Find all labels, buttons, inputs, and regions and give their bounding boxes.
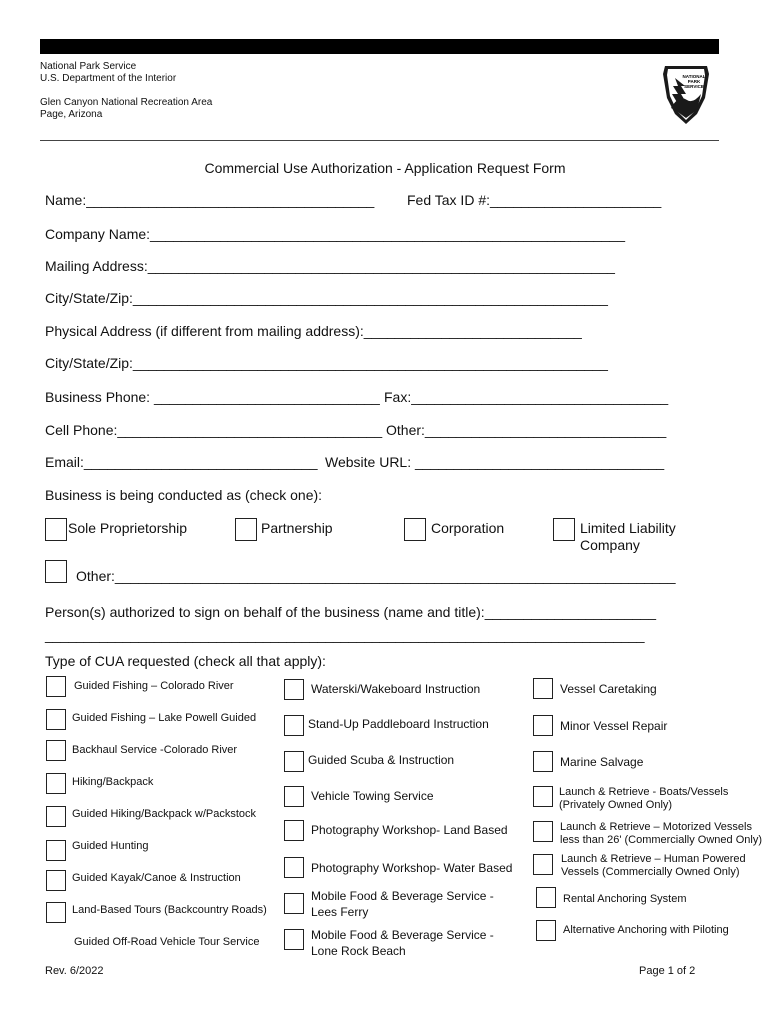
- cua-checkbox-hunting[interactable]: [46, 840, 66, 861]
- cua-checkbox-food-lees-ferry[interactable]: [284, 893, 304, 914]
- cua-label-food-lone-rock-2: Lone Rock Beach: [311, 944, 406, 958]
- llc-checkbox[interactable]: [553, 518, 575, 541]
- cua-checkbox-guided-fishing-lake-powell[interactable]: [46, 709, 66, 730]
- name-field[interactable]: Name:_____________________________________: [45, 192, 375, 208]
- cell-phone-field[interactable]: Cell Phone:__________________________________: [45, 422, 383, 438]
- cua-label-waterski: Waterski/Wakeboard Instruction: [311, 682, 481, 696]
- business-type-heading: Business is being conducted as (check one):: [45, 487, 323, 503]
- cua-checkbox-waterski[interactable]: [284, 679, 304, 700]
- cua-label-backhaul: Backhaul Service -Colorado River: [72, 744, 238, 756]
- cua-checkbox-hiking-packstock[interactable]: [46, 806, 66, 827]
- cua-label-vessel-caretaking: Vessel Caretaking: [560, 682, 657, 696]
- cua-label-guided-fishing-lake-powell: Guided Fishing – Lake Powell Guided: [72, 712, 257, 724]
- llc-label-line1: Limited Liability: [580, 520, 676, 536]
- partnership-label: Partnership: [261, 520, 333, 536]
- cua-checkbox-launch-private[interactable]: [533, 786, 553, 807]
- cua-checkbox-launch-motorized[interactable]: [533, 821, 553, 842]
- other-business-field[interactable]: Other:________________________________________________________________________: [76, 568, 676, 584]
- llc-label-line2: Company: [580, 537, 640, 553]
- form-title: Commercial Use Authorization - Application Request Form: [204, 160, 566, 176]
- corporation-checkbox[interactable]: [404, 518, 426, 541]
- cua-label-launch-motorized-1: Launch & Retrieve – Motorized Vessels: [560, 821, 752, 833]
- cua-checkbox-backhaul[interactable]: [46, 740, 66, 761]
- cua-label-scuba: Guided Scuba & Instruction: [308, 753, 455, 767]
- other-phone-field[interactable]: Other:_______________________________: [386, 422, 667, 438]
- email-field[interactable]: Email:______________________________: [45, 454, 318, 470]
- cua-checkbox-guided-fishing-colorado[interactable]: [46, 676, 66, 697]
- cua-checkbox-launch-human[interactable]: [533, 854, 553, 875]
- header-divider: [40, 140, 719, 141]
- physical-city-state-zip-field[interactable]: City/State/Zip:_____________________________________________________________: [45, 355, 608, 371]
- cua-label-food-lees-ferry-1: Mobile Food & Beverage Service -: [311, 889, 494, 903]
- cua-checkbox-scuba[interactable]: [284, 751, 304, 772]
- cua-checkbox-land-tours[interactable]: [46, 902, 66, 923]
- cua-label-photo-land: Photography Workshop- Land Based: [311, 823, 508, 837]
- cua-checkbox-vessel-caretaking[interactable]: [533, 678, 553, 699]
- cua-checkbox-kayak[interactable]: [46, 870, 66, 891]
- cua-checkbox-hiking[interactable]: [46, 773, 66, 794]
- fax-field[interactable]: Fax:_________________________________: [384, 389, 669, 405]
- logo-text-3: SERVICE: [684, 84, 704, 89]
- cua-label-launch-human-2: Vessels (Commercially Owned Only): [561, 866, 740, 878]
- cua-label-kayak: Guided Kayak/Canoe & Instruction: [72, 872, 241, 884]
- cua-label-hiking-packstock: Guided Hiking/Backpack w/Packstock: [72, 808, 257, 820]
- mailing-address-field[interactable]: Mailing Address:____________________________________________________________: [45, 258, 615, 274]
- cua-label-towing: Vehicle Towing Service: [311, 789, 434, 803]
- cua-label-launch-private-1: Launch & Retrieve - Boats/Vessels: [559, 786, 729, 798]
- cua-checkbox-photo-land[interactable]: [284, 820, 304, 841]
- sole-proprietorship-checkbox[interactable]: [45, 518, 67, 541]
- cua-label-hunting: Guided Hunting: [72, 840, 149, 852]
- corporation-label: Corporation: [431, 520, 505, 536]
- park-unit: Glen Canyon National Recreation Area: [40, 97, 213, 108]
- department-name: U.S. Department of the Interior: [40, 73, 177, 84]
- cua-label-alternative-anchoring: Alternative Anchoring with Piloting: [563, 924, 729, 936]
- logo-text-1: NATIONAL: [682, 74, 706, 79]
- cua-checkbox-minor-vessel-repair[interactable]: [533, 715, 553, 736]
- cua-label-launch-human-1: Launch & Retrieve – Human Powered: [561, 853, 746, 865]
- cua-label-food-lone-rock-1: Mobile Food & Beverage Service -: [311, 928, 494, 942]
- page-number: Page 1 of 2: [639, 965, 696, 977]
- cua-label-guided-fishing-colorado: Guided Fishing – Colorado River: [74, 680, 234, 692]
- authorized-signers-field[interactable]: Person(s) authorized to sign on behalf of the business (name and title):______________________: [45, 604, 656, 620]
- nps-arrowhead-logo-icon: [661, 64, 711, 126]
- revision-date: Rev. 6/2022: [45, 965, 104, 977]
- header-black-bar: [40, 39, 719, 54]
- city-state-zip-field[interactable]: City/State/Zip:_____________________________________________________________: [45, 290, 608, 306]
- cua-checkbox-marine-salvage[interactable]: [533, 751, 553, 772]
- sole-proprietorship-label: Sole Proprietorship: [68, 520, 188, 536]
- cua-checkbox-photo-water[interactable]: [284, 857, 304, 878]
- cua-checkbox-rental-anchoring[interactable]: [536, 887, 556, 908]
- agency-name: National Park Service: [40, 61, 137, 72]
- cua-label-photo-water: Photography Workshop- Water Based: [311, 861, 513, 875]
- cua-label-launch-motorized-2: less than 26' (Commercially Owned Only): [560, 834, 763, 846]
- partnership-checkbox[interactable]: [235, 518, 257, 541]
- cua-checkbox-food-lone-rock[interactable]: [284, 929, 304, 950]
- cua-label-launch-private-2: (Privately Owned Only): [559, 799, 673, 811]
- park-location: Page, Arizona: [40, 109, 103, 120]
- cua-label-rental-anchoring: Rental Anchoring System: [563, 893, 687, 905]
- cua-label-paddleboard: Stand-Up Paddleboard Instruction: [308, 717, 489, 731]
- other-business-checkbox[interactable]: [45, 560, 67, 583]
- cua-label-hiking: Hiking/Backpack: [72, 776, 154, 788]
- authorized-signers-field-line2[interactable]: _____________________________________________________________________________: [45, 627, 645, 643]
- cua-label-minor-vessel-repair: Minor Vessel Repair: [560, 719, 668, 733]
- cua-type-heading: Type of CUA requested (check all that apply):: [45, 653, 326, 669]
- cua-checkbox-paddleboard[interactable]: [284, 715, 304, 736]
- cua-checkbox-alternative-anchoring[interactable]: [536, 920, 556, 941]
- cua-label-marine-salvage: Marine Salvage: [560, 755, 644, 769]
- cua-label-land-tours: Land-Based Tours (Backcountry Roads): [72, 904, 267, 916]
- logo-text-2: PARK: [687, 79, 701, 84]
- website-url-field[interactable]: Website URL: ________________________________: [325, 454, 665, 470]
- company-name-field[interactable]: Company Name:_____________________________________________________________: [45, 226, 625, 242]
- cua-label-off-road: Guided Off-Road Vehicle Tour Service: [74, 936, 260, 948]
- fed-tax-id-field[interactable]: Fed Tax ID #:______________________: [407, 192, 662, 208]
- cua-label-food-lees-ferry-2: Lees Ferry: [311, 905, 369, 919]
- physical-address-field[interactable]: Physical Address (if different from mailing address):____________________________: [45, 323, 582, 339]
- business-phone-field[interactable]: Business Phone: _____________________________: [45, 389, 380, 405]
- cua-checkbox-towing[interactable]: [284, 786, 304, 807]
